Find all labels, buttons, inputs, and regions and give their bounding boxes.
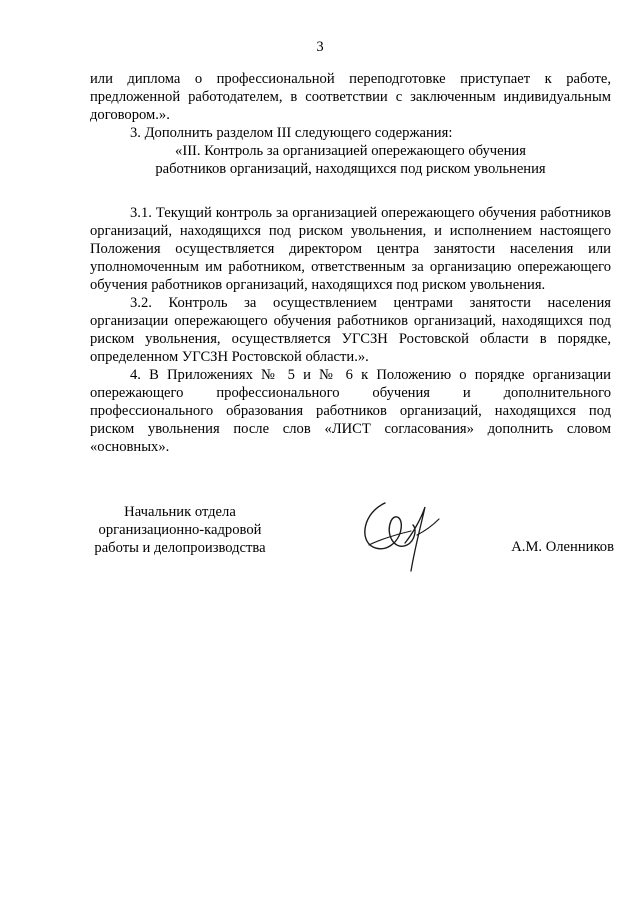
handwritten-signature (355, 495, 445, 575)
paragraph-3-1: 3.1. Текущий контроль за организацией опережающего обучения работников организаций, находящихся под риском увольнения, и исполнением настоящего Положения осуществляется директором центра занятости населения или уполномоченным им работником, ответственным за организацию опережающего обучения работников организаций, находящихся под риском увольнения. (90, 205, 611, 293)
paragraph-4: 4. В Приложениях № 5 и № 6 к Положению о порядке организации опережающего профессионального обучения и дополнительного профессионального образования работников организаций, находящихся под риском увольнения после слов «ЛИСТ согласования» дополнить словом «основных». (90, 367, 611, 455)
paragraph-continuation: или диплома о профессиональной переподготовке приступает к работе, предложенной работодателем, в соответствии с заключенным индивидуальным договором.». (90, 71, 611, 123)
position-line-2: организационно-кадровой (98, 522, 262, 538)
signatory-name: А.М. Оленников (511, 539, 614, 555)
section-heading-line-1: «III. Контроль за организацией опережающего обучения (175, 143, 526, 159)
paragraph-amendment-3: 3. Дополнить разделом III следующего содержания: (130, 125, 453, 141)
spacer (90, 178, 611, 204)
section-heading-line-2: работников организаций, находящихся под риском увольнения (155, 161, 546, 177)
document-body (90, 70, 611, 456)
position-line-1: Начальник отдела (124, 504, 236, 520)
position-line-3: работы и делопроизводства (94, 540, 266, 556)
signatory-position (80, 503, 280, 557)
paragraph-3-2: 3.2. Контроль за осуществлением центрами занятости населения организации опережающего обучения работников организаций, находящихся под риском увольнения, осуществляется УГСЗН Ростовской области в порядке, определенном УГСЗН Ростовской области.». (90, 295, 611, 365)
page-number: 3 (316, 39, 324, 55)
